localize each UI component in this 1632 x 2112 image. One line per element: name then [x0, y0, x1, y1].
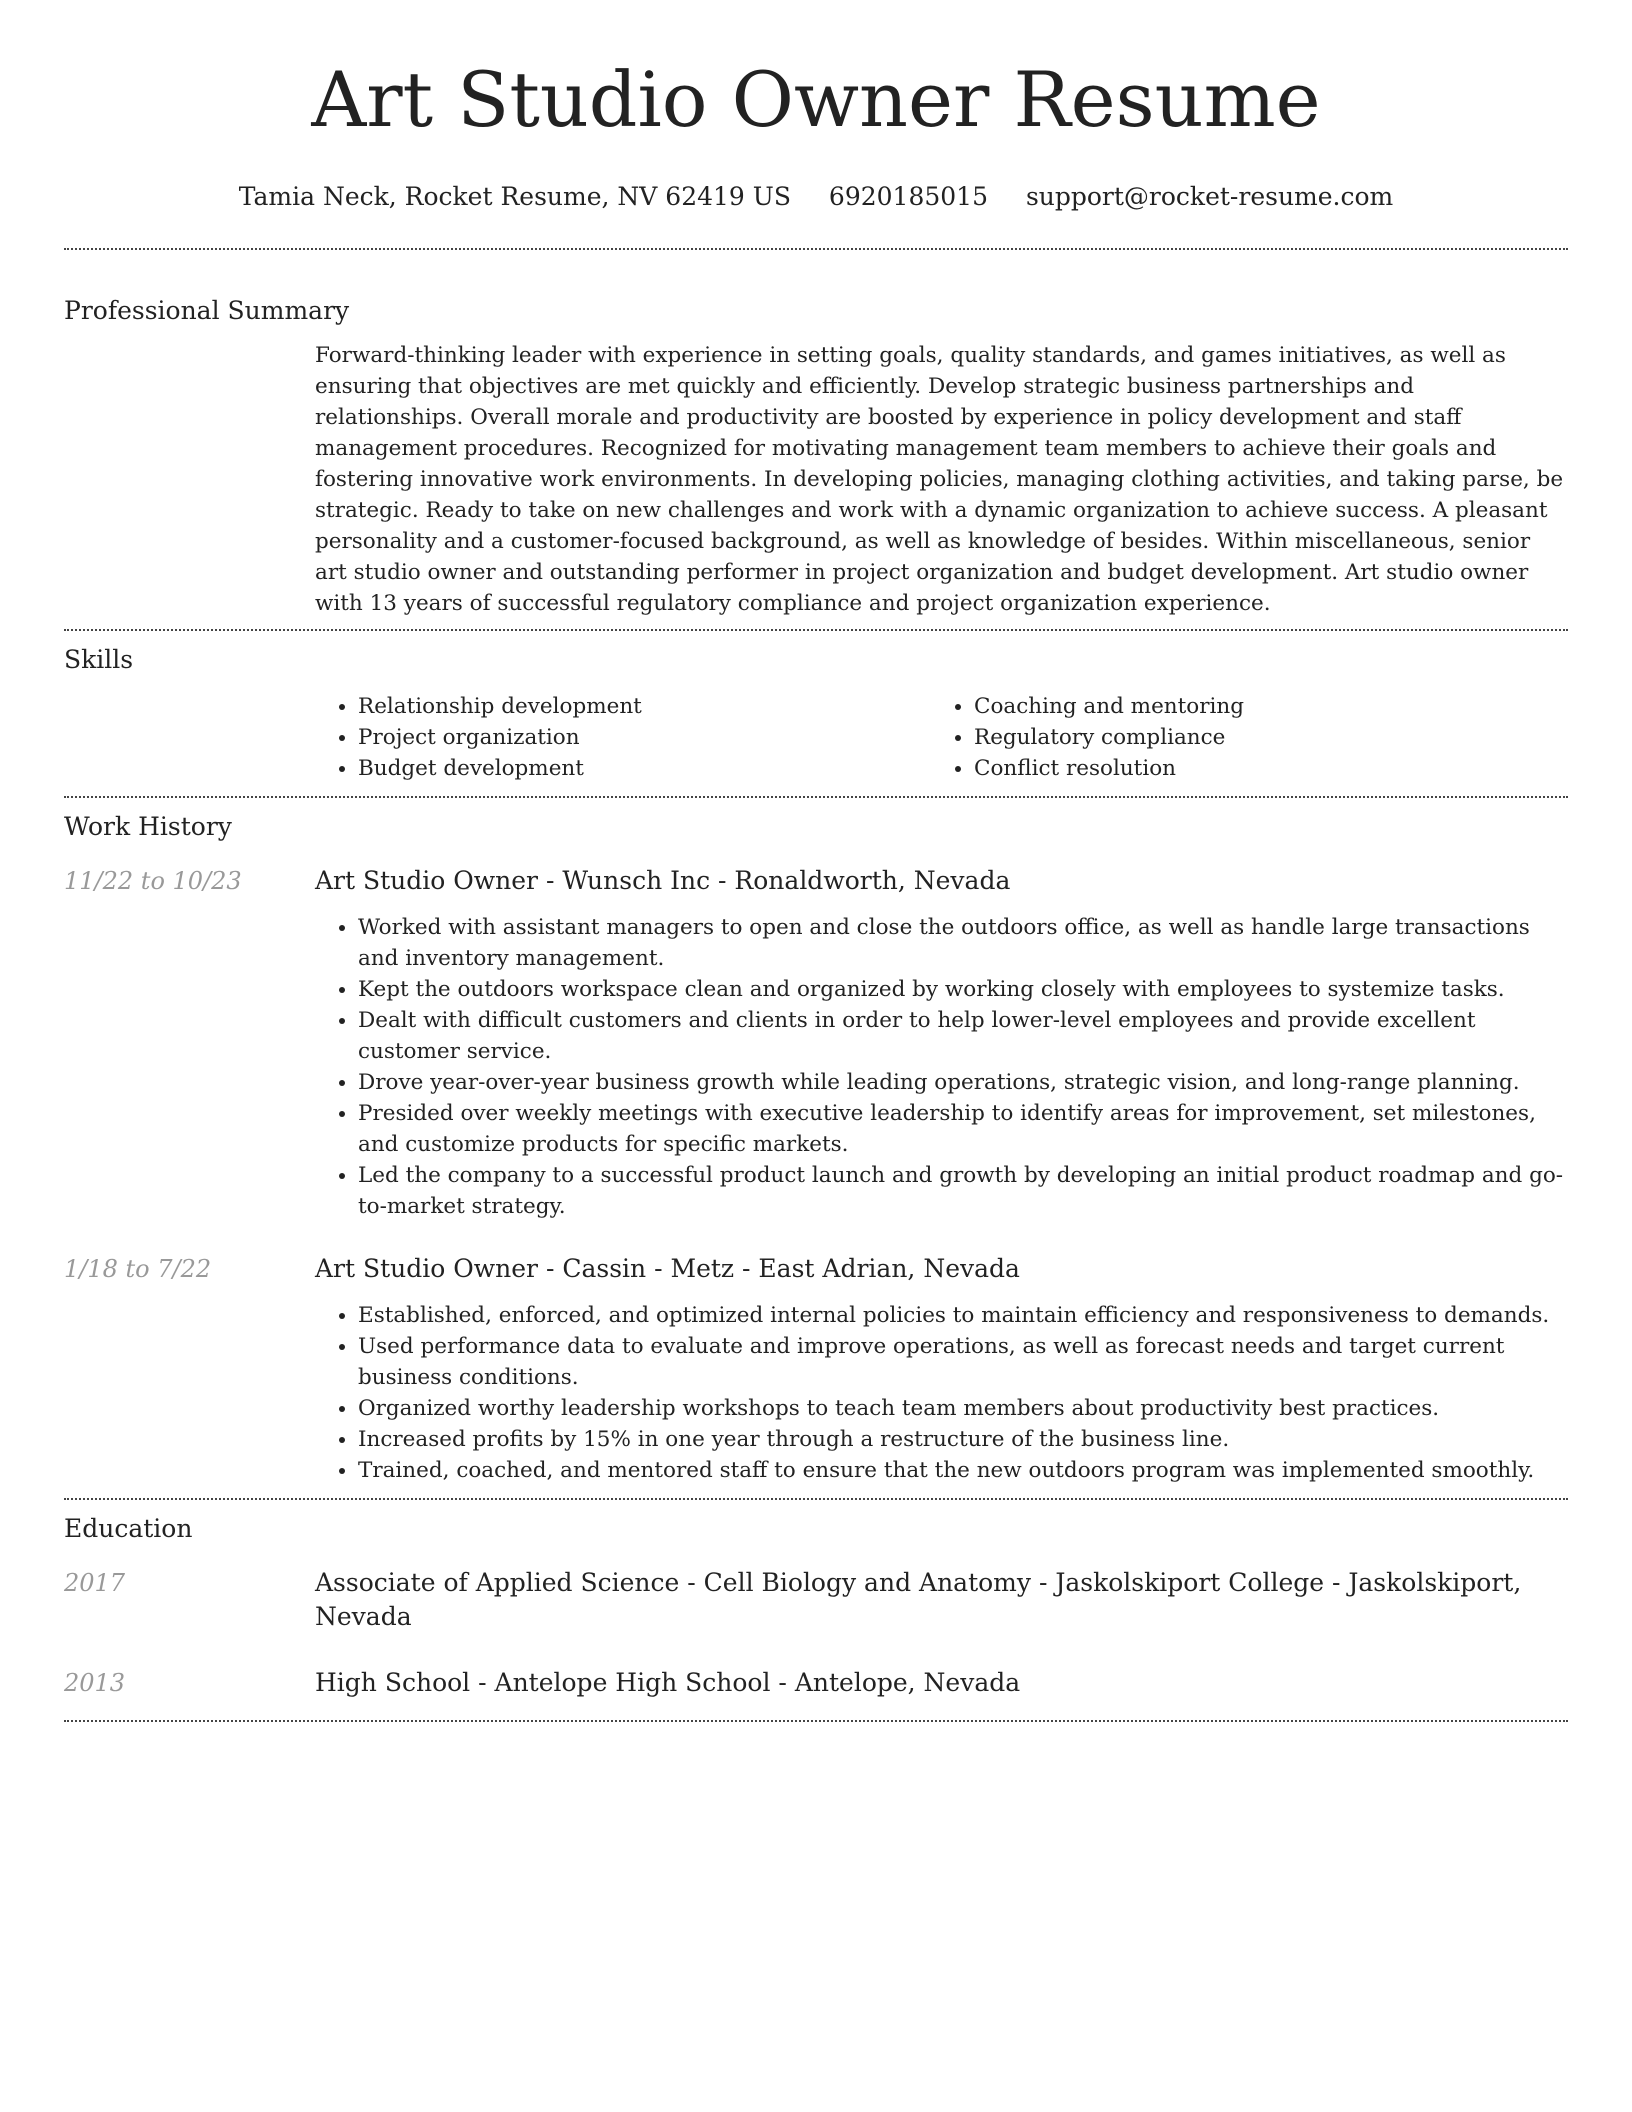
skill-item: • Coaching and mentoring: [974, 691, 1547, 722]
section-heading-work: Work History: [64, 812, 232, 841]
job-bullets: [315, 1300, 1568, 1486]
skill-item: • Budget development: [358, 753, 931, 784]
education-entry: [64, 1666, 1568, 1700]
contact-address: Tamia Neck, Rocket Resume, NV 62419 US: [238, 182, 791, 211]
work-history-section: [64, 798, 1568, 1498]
section-heading-summary: Professional Summary: [64, 296, 350, 325]
resume-title: Art Studio Owner Resume: [311, 55, 1321, 144]
job-bullet: • Worked with assistant managers to open and close the outdoors office, as well as handle large transactions and inventory management.: [358, 912, 1568, 974]
section-heading-education: Education: [64, 1514, 193, 1543]
contact-line: [64, 180, 1568, 214]
job-bullet: • Presided over weekly meetings with executive leadership to identify areas for improvement, set milestones, and customize products for specific markets.: [358, 1098, 1568, 1160]
job-bullet: • Drove year-over-year business growth while leading operations, strategic vision, and long-range planning.: [358, 1067, 1568, 1098]
skills-section: [64, 631, 1568, 784]
divider: [64, 1720, 1568, 1722]
job-dates: 1/18 to 7/22: [64, 1255, 212, 1283]
education-year: 2013: [64, 1669, 126, 1697]
job-bullet: • Dealt with difficult customers and clients in order to help lower-level employees and provide excellent customer service.: [358, 1005, 1568, 1067]
education-title: Associate of Applied Science - Cell Biology and Anatomy - Jaskolskiport College - Jaskolskiport, Nevada: [315, 1568, 1522, 1631]
job-bullet: • Established, enforced, and optimized internal policies to maintain efficiency and responsiveness to demands.: [358, 1300, 1568, 1331]
job-bullets: [315, 912, 1568, 1222]
job-bullet: • Increased profits by 15% in one year through a restructure of the business line.: [358, 1424, 1568, 1455]
job-title: Art Studio Owner - Wunsch Inc - Ronaldworth, Nevada: [315, 866, 1011, 895]
contact-phone: 6920185015: [828, 182, 988, 211]
skill-item: • Relationship development: [358, 691, 931, 722]
job-dates: 11/22 to 10/23: [64, 867, 242, 895]
contact-email: support@rocket-resume.com: [1025, 182, 1394, 211]
job-bullet: • Trained, coached, and mentored staff to ensure that the new outdoors program was implemented smoothly.: [358, 1455, 1568, 1486]
job-title: Art Studio Owner - Cassin - Metz - East Adrian, Nevada: [315, 1254, 1020, 1283]
summary-section: [64, 250, 1568, 619]
education-year: 2017: [64, 1569, 126, 1597]
job-bullet: • Led the company to a successful product launch and growth by developing an initial product roadmap and go-to-market strategy.: [358, 1160, 1568, 1222]
resume-header: [64, 0, 1568, 214]
skill-item: • Conflict resolution: [974, 753, 1547, 784]
job-bullet: • Kept the outdoors workspace clean and organized by working closely with employees to systemize tasks.: [358, 974, 1568, 1005]
job-entry: [64, 1252, 1568, 1498]
skills-column-left: [315, 691, 931, 784]
summary-text: Forward-thinking leader with experience in setting goals, quality standards, and games initiatives, as well as ensuring that objectives are met quickly and efficiently. Develop strategic business partnerships and relationships. Overall morale and productivity are boosted by experience in policy development and staff management procedures. Recognized for motivating management team members to achieve their goals and fostering innovative work environments. In developing policies, managing clothing activities, and taking parse, be strategic. Ready to take on new challenges and work with a dynamic organization to achieve success. A pleasant personality and a customer-focused background, as well as knowledge of besides. Within miscellaneous, senior art studio owner and outstanding performer in project organization and budget development. Art studio owner with 13 years of successful regulatory compliance and project organization experience.: [315, 343, 1564, 616]
education-section: [64, 1500, 1568, 1722]
skill-item: • Project organization: [358, 722, 931, 753]
skills-list: [315, 691, 1568, 784]
education-title: High School - Antelope High School - Antelope, Nevada: [315, 1668, 1021, 1697]
job-entry: [64, 864, 1568, 1222]
job-details: [315, 864, 1568, 1222]
job-bullet: • Organized worthy leadership workshops to teach team members about productivity best practices.: [358, 1393, 1568, 1424]
section-heading-skills: Skills: [64, 645, 134, 674]
job-bullet: • Used performance data to evaluate and improve operations, as well as forecast needs and target current business conditions.: [358, 1331, 1568, 1393]
education-entry: [64, 1566, 1568, 1634]
job-details: [315, 1252, 1568, 1498]
skill-item: • Regulatory compliance: [974, 722, 1547, 753]
skills-column-right: [931, 691, 1547, 784]
